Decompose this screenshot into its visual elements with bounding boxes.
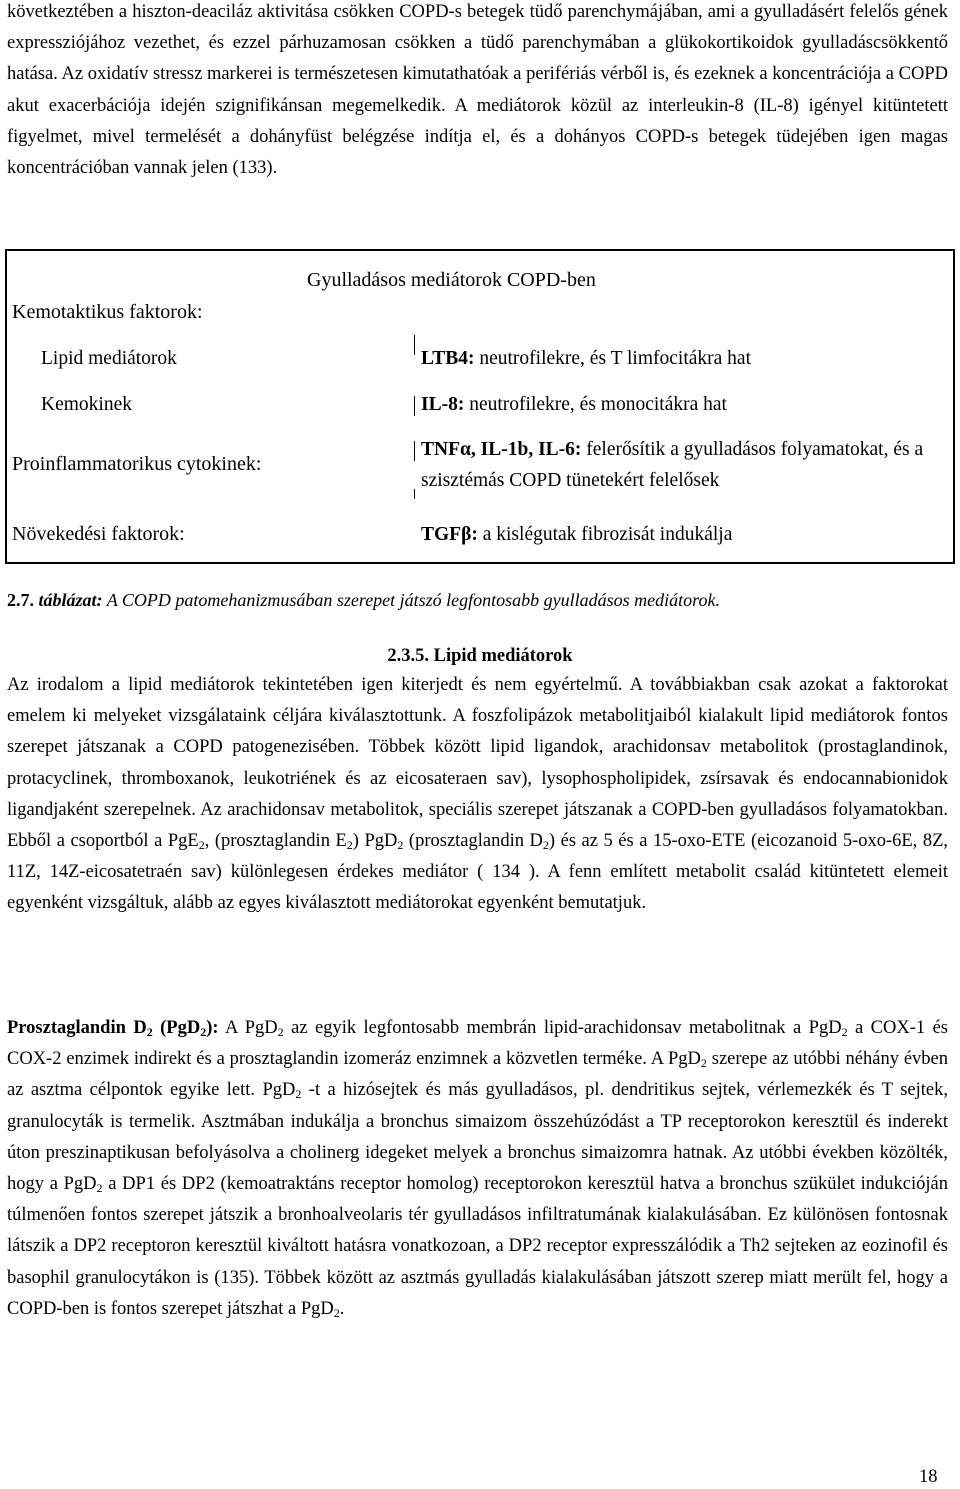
- text-run: ):: [206, 1018, 219, 1038]
- subscript: 2: [198, 838, 205, 853]
- body-paragraph-2: [7, 670, 948, 920]
- text-run: a COX-1 és COX-2 enzimek indirekt és a prosztaglandin izomeráz enzimnek a közvetlen terméke. A PgD: [7, 1018, 948, 1070]
- subscript: 2: [841, 1025, 848, 1039]
- table-right-cell: [421, 389, 727, 420]
- subscript: 2: [542, 838, 549, 853]
- subscript: 2: [200, 1025, 207, 1039]
- table-divider: [414, 396, 415, 416]
- subscript: 2: [277, 1025, 284, 1039]
- table-left-cell: Növekedési faktorok:: [12, 523, 185, 545]
- caption-text: A COPD patomehanizmusában szerepet játszó legfontosabb gyulladásos mediátorok.: [102, 590, 720, 610]
- table-divider: [414, 335, 415, 355]
- mediator-effect: neutrofilekre, és T limfocitákra hat: [474, 348, 751, 369]
- text-run: a DP1 és DP2 (kemoatraktáns receptor homolog) receptorokon keresztül hatva a bronchus szükület indukcióján túlmenően fontos szerepet játszik a bronhoalveolaris tér gyulladásos infiltratumának kialakulásában. Ez különösen fontosnak látszik a DP2 receptoron keresztül kiváltott hatásra vonatkozoan, a DP2 receptor expresszálódik a Th2 sejteken az eozinofil és basophil granulocytákon is (135). Többek között az asztmás gyulladás kialakulásában játszott szerep miatt merült fel, hogy a COPD-ben is fontos szerepet játszhat a PgD: [7, 1174, 948, 1319]
- text-run: .: [339, 1298, 345, 1319]
- text-run: (prosztaglandin D: [403, 831, 543, 852]
- caption-number: 2.7.: [7, 590, 34, 610]
- mediator-effect: a kislégutak fibrozisát indukálja: [477, 524, 733, 545]
- text-run: Az irodalom a lipid mediátorok tekintetében igen kiterjedt és nem egyértelmű. A továbbiakban csak azokat a faktorokat emelem ki melyeket vizsgálataink céljára kiválasztottunk. A foszfolipázok metabolitjaiból kialakult lipid mediátorok fontos szerepet játszanak a COPD patogenezisében. Többek között lipid ligandok, arachidonsav metabolitok (prostaglandinok, protacyclinek, thromboxanok, leukotriének és az eicosateraen sav), lysophospholipidek, zsírsavak és endocannabionidok ligandjaként szerepelnek. Az arachidonsav metabolitok, speciális szerepet játszanak a COPD-ben gyulladásos folyamatokban. Ebből a csoportból a PgE: [7, 675, 948, 852]
- subscript: 2: [397, 838, 404, 853]
- mediator-effect: neutrofilekre, és monocitákra hat: [464, 394, 727, 415]
- subscript: 2: [333, 1305, 340, 1320]
- table-caption: [7, 587, 720, 613]
- section-heading: 2.3.5. Lipid mediátorok: [387, 646, 573, 666]
- table-left-header: Kemotaktikus faktorok:: [12, 301, 203, 323]
- paragraph-title: [7, 1018, 219, 1038]
- text-run: az egyik legfontosabb membrán lipid-arachidonsav metabolitnak a PgD: [283, 1018, 842, 1038]
- table-header: Gyulladásos mediátorok COPD-ben: [307, 269, 596, 291]
- table-divider: [414, 441, 415, 461]
- mediator-table: [5, 249, 955, 564]
- caption-label: táblázat:: [38, 590, 103, 610]
- subscript: 2: [346, 838, 353, 853]
- subscript: 2: [295, 1087, 302, 1102]
- table-right-cell: [421, 434, 951, 496]
- subscript: 2: [96, 1181, 103, 1196]
- text-run: , (prosztaglandin E: [204, 831, 347, 852]
- mediator-name: TNFα, IL-1b, IL-6:: [421, 439, 582, 460]
- table-left-cell: Lipid mediátorok: [41, 348, 177, 369]
- subscript: 2: [700, 1056, 707, 1071]
- mediator-name: IL-8:: [421, 394, 465, 415]
- table-right-cell: [421, 519, 732, 550]
- body-paragraph-1: következtében a hiszton-deaciláz aktivitása csökken COPD-s betegek tüdő parenchymájában, ami a gyulladásért felelős gének expressziójához vezethet, és ezzel párhuzamosan csökken a tüdő parenchymában a glükokortikoidok gyulladáscsökkentő hatása. Az oxidatív stressz markerei is természetesen kimutathatóak a perifériás vérből is, és ezeknek a koncentrációja a COPD akut exacerbációja idején szignifikánsan megemelkedik. A mediátorok közül az interleukin-8 (IL-8) igényel kitüntetett figyelmet, mivel termelését a dohányfüst belégzése indítja el, és a dohányos COPD-s betegek tüdejében igen magas koncentrációban vannak jelen (133).: [7, 2, 948, 179]
- text-run: ) PgD: [352, 831, 398, 852]
- text-run: (PgD: [152, 1018, 201, 1038]
- table-left-cell: Kemokinek: [41, 394, 132, 415]
- table-right-cell: [421, 343, 751, 374]
- text-run: Prosztaglandin D: [7, 1018, 147, 1038]
- mediator-effect: felerősítik a gyulladásos folyamatokat, és a szisztémás COPD tünetekért felelősek: [421, 439, 924, 491]
- page-number: 18: [919, 1467, 938, 1487]
- mediator-name: LTB4:: [421, 348, 475, 369]
- mediator-name: TGFβ:: [421, 524, 478, 545]
- subscript: 2: [146, 1025, 153, 1039]
- text-run: ) és az 5 és a 15-oxo-ETE (eicozanoid 5-oxo-6E, 8Z, 11Z, 14Z-eicosatetraén sav) különlegesen érdekes mediátor ( 134 ). A fenn említett metabolit család kitüntetett elemeit egyenként vizsgáltuk, alább az egyes kiválasztott mediátorokat egyenként bemutatjuk.: [7, 831, 949, 914]
- table-divider: [414, 489, 415, 499]
- text-run: szerepe az utóbbi néhány évben az asztma célpontok egyike lett. PgD: [7, 1049, 948, 1101]
- text-run: -t a hizósejtek és más gyulladásos, pl. dendritikus sejtek, vérlemezkék és T sejtek, granulocyták is termelik. Asztmában indukálja a bronchus simaizom összehúzódást a TP receptorokon keresztül és inderekt úton preszinaptikusan befolyásolva a cholinerg idegeket melyek a bronchus simaizomra hatnak. Az utóbbi években közölték, hogy a PgD: [7, 1080, 948, 1195]
- text-run: A PgD: [218, 1018, 278, 1038]
- body-paragraph-3: [7, 1013, 948, 1325]
- table-left-cell: Proinflammatorikus cytokinek:: [12, 453, 262, 475]
